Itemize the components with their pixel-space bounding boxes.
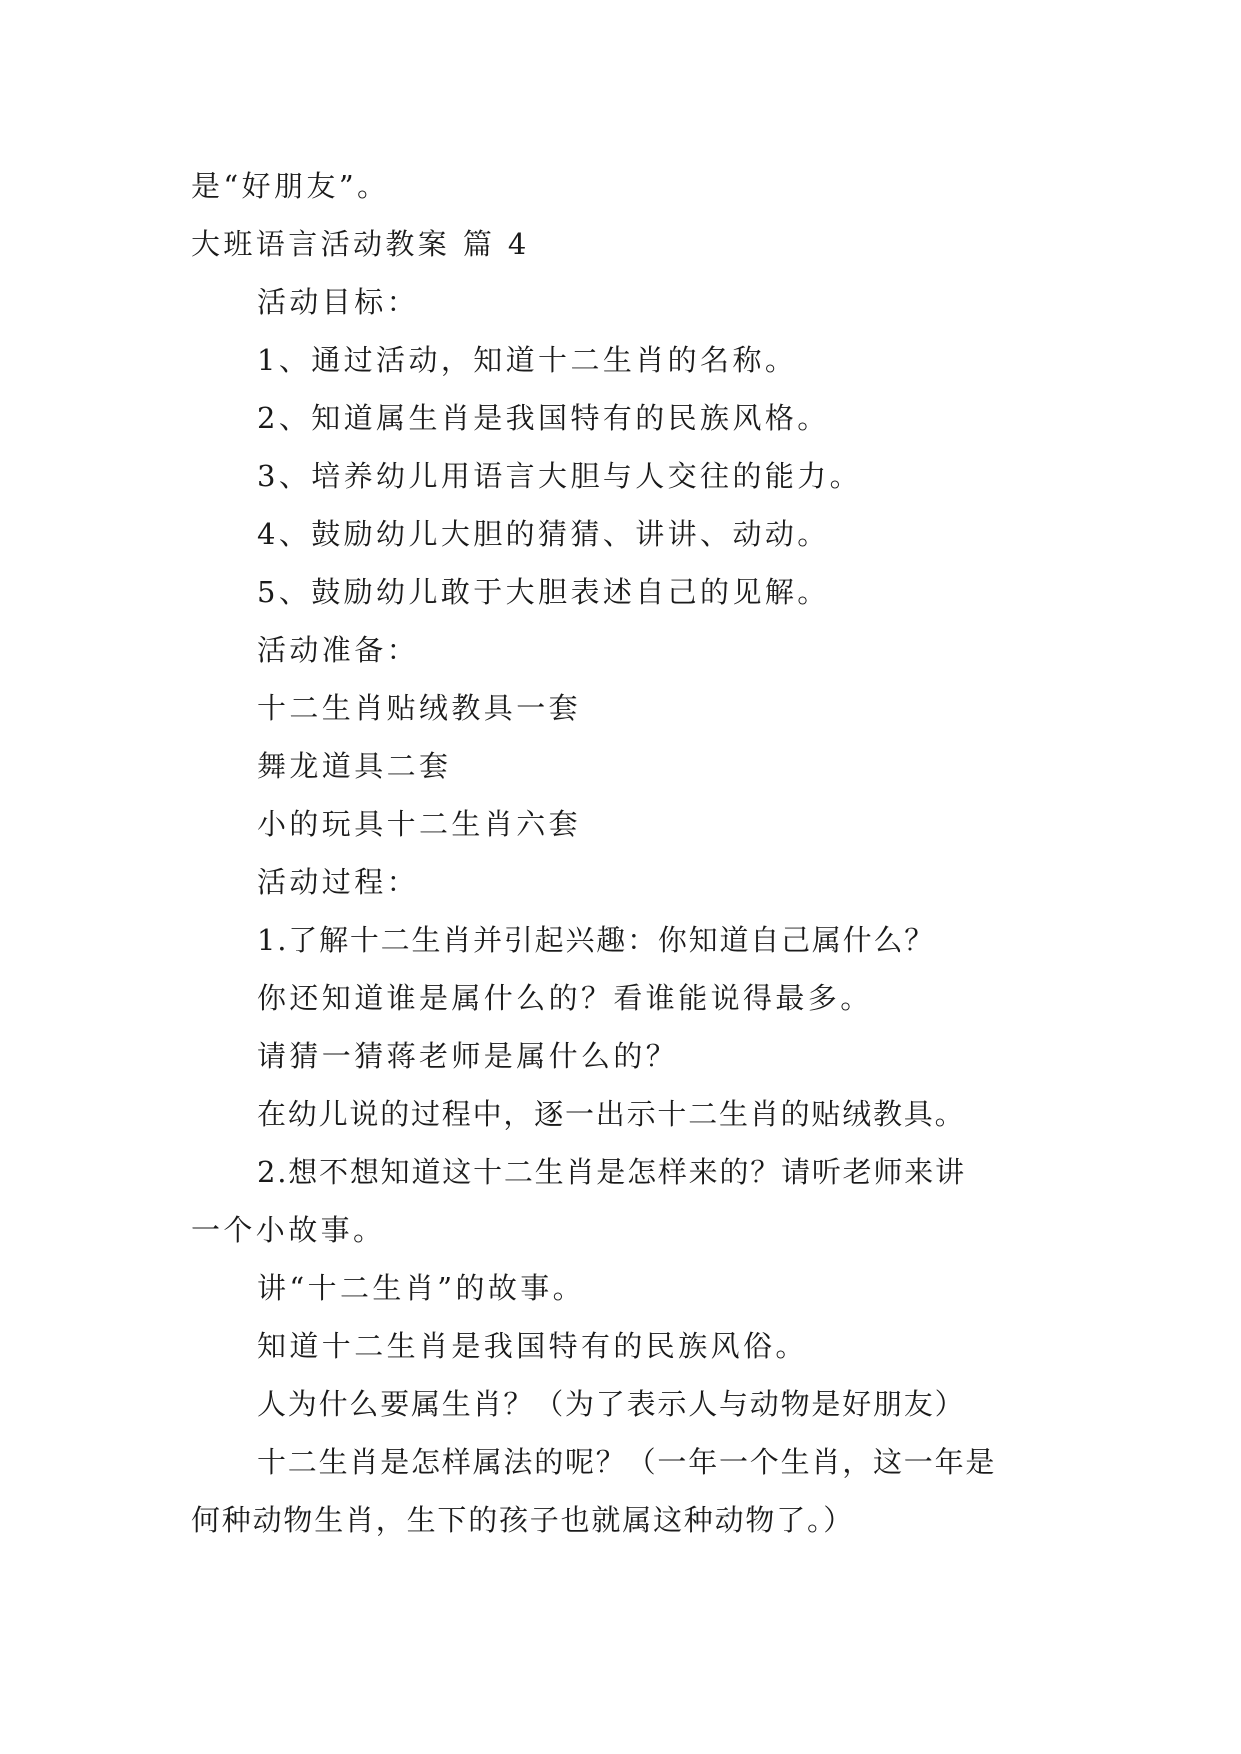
text-line-continuation: 是“好朋友”。: [191, 169, 390, 203]
goal-item-3: 3、培养幼儿用语言大胆与人交往的能力。: [257, 459, 863, 493]
section-heading: 大班语言活动教案 篇 4: [191, 227, 530, 261]
preparation-item-1: 十二生肖贴绒教具一套: [257, 691, 582, 725]
process-text-line: 何种动物生肖，生下的孩子也就属这种动物了。）: [191, 1503, 855, 1537]
process-step-1: 1.了解十二生肖并引起兴趣：你知道自己属什么？: [257, 923, 936, 957]
process-text-line: 请猜一猜蒋老师是属什么的？: [257, 1039, 679, 1073]
goal-item-5: 5、鼓励幼儿敢于大胆表述自己的见解。: [257, 575, 830, 609]
process-text-line: 知道十二生肖是我国特有的民族风俗。: [257, 1329, 808, 1363]
process-text-line: 你还知道谁是属什么的？看谁能说得最多。: [257, 981, 873, 1015]
process-text-line: 在幼儿说的过程中，逐一出示十二生肖的贴绒教具。: [257, 1097, 966, 1131]
process-text-line: 讲“十二生肖”的故事。: [257, 1271, 586, 1305]
goal-item-1: 1、通过活动，知道十二生肖的名称。: [257, 343, 798, 377]
preparation-item-2: 舞龙道具二套: [257, 749, 452, 783]
process-text-line: 一个小故事。: [191, 1213, 386, 1247]
subheading-process: 活动过程：: [257, 865, 420, 899]
process-step-2: 2.想不想知道这十二生肖是怎样来的？请听老师来讲: [257, 1155, 966, 1189]
preparation-item-3: 小的玩具十二生肖六套: [257, 807, 582, 841]
subheading-goals: 活动目标：: [257, 285, 420, 319]
goal-item-2: 2、知道属生肖是我国特有的民族风格。: [257, 401, 830, 435]
goal-item-4: 4、鼓励幼儿大胆的猜猜、讲讲、动动。: [257, 517, 830, 551]
process-text-line: 十二生肖是怎样属法的呢？（一年一个生肖，这一年是: [257, 1445, 997, 1479]
subheading-preparation: 活动准备：: [257, 633, 420, 667]
process-text-line: 人为什么要属生肖？（为了表示人与动物是好朋友）: [257, 1387, 966, 1421]
